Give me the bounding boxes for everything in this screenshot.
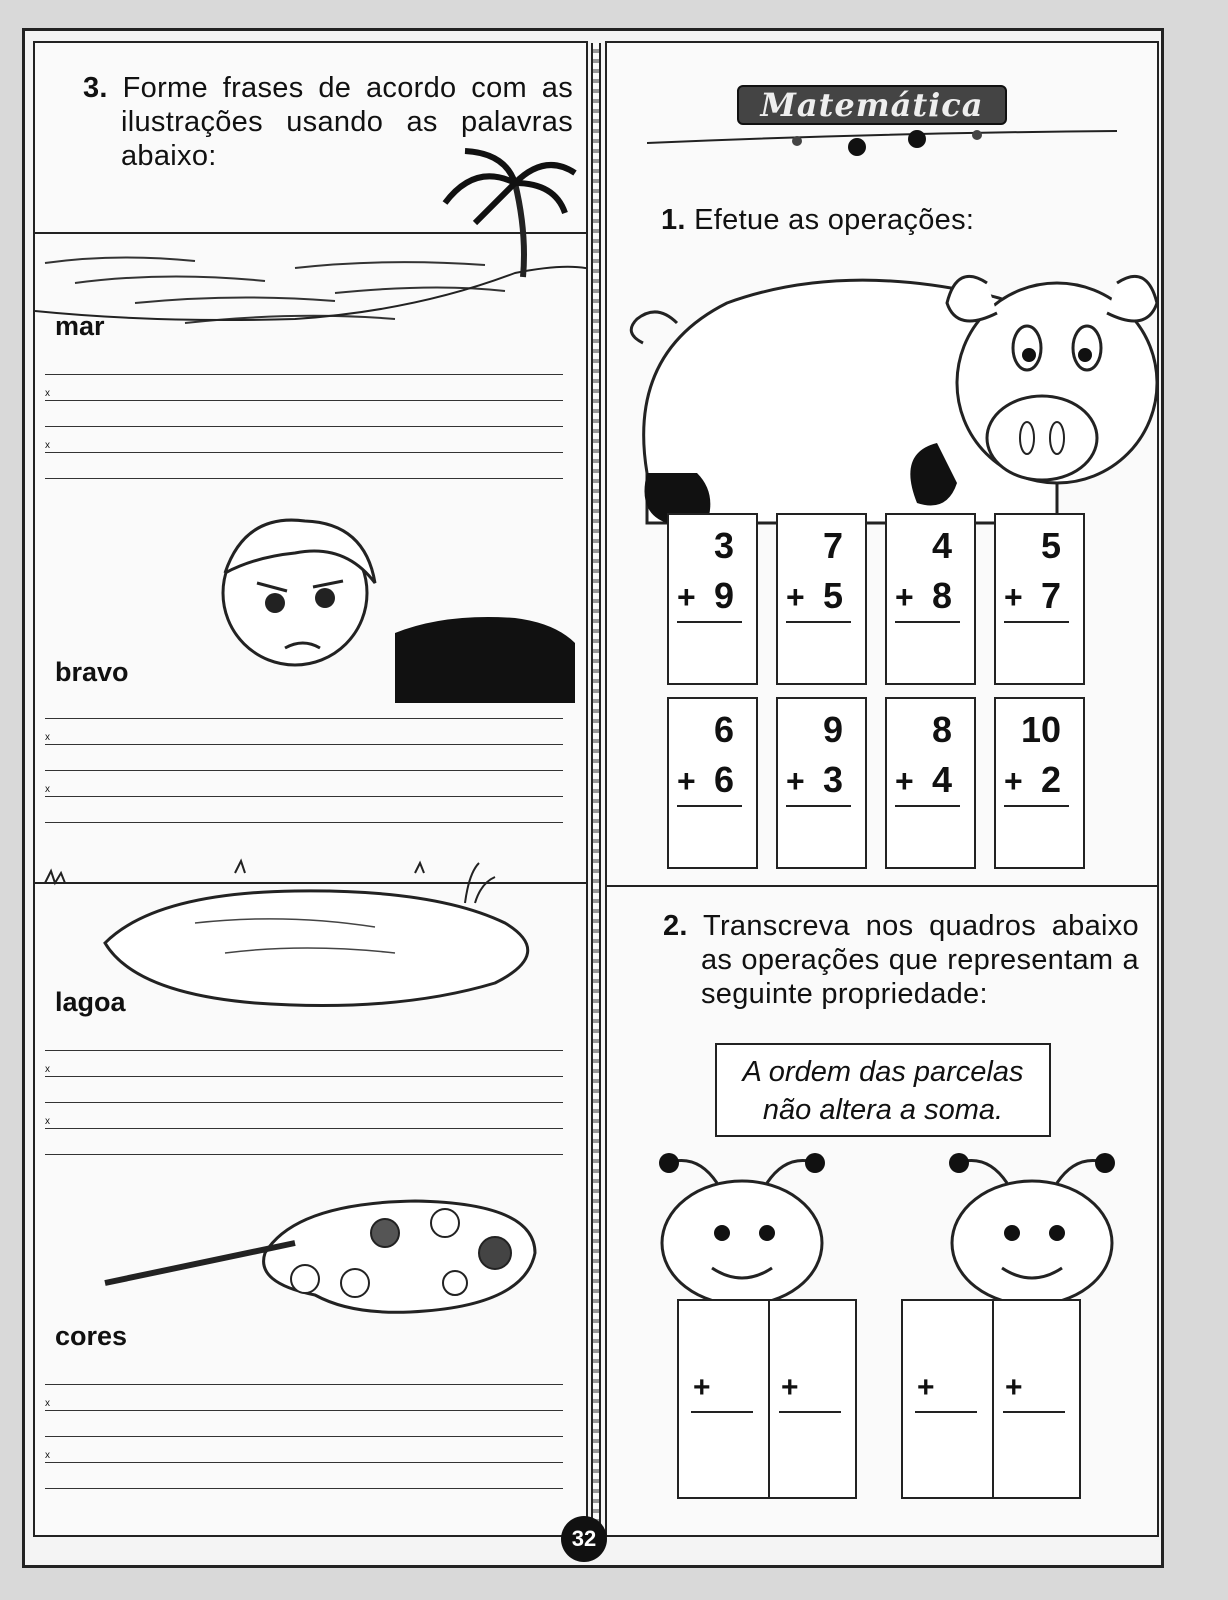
line-marker: x: [45, 1064, 50, 1075]
question-1-text: Efetue as operações:: [694, 204, 975, 236]
operation-card[interactable]: [667, 513, 758, 685]
operation-card[interactable]: [667, 697, 758, 869]
question-2-number: 2.: [663, 910, 688, 942]
addend-top: 8: [931, 709, 952, 750]
operation-card[interactable]: [994, 513, 1085, 685]
plus-sign: +: [1004, 763, 1023, 799]
beach-illustration: [35, 143, 588, 343]
addend-top: 3: [713, 525, 734, 566]
operation-card[interactable]: [776, 513, 867, 685]
plus-sign: +: [781, 1371, 799, 1404]
column-divider: [591, 43, 601, 1535]
line-marker: x: [45, 1116, 50, 1127]
question-3-number: 3.: [83, 72, 108, 104]
addend-top: 7: [822, 525, 843, 566]
writing-lines-mar[interactable]: [45, 349, 563, 479]
plus-sign: +: [895, 763, 914, 799]
addend-bottom: 5: [822, 575, 843, 616]
line-marker: x: [45, 388, 50, 399]
operation-card[interactable]: [885, 513, 976, 685]
line-marker: x: [45, 1398, 50, 1409]
operation-card[interactable]: [885, 697, 976, 869]
plus-sign: +: [677, 763, 696, 799]
plus-sign: +: [786, 763, 805, 799]
line-marker: x: [45, 732, 50, 743]
addend-top: 6: [713, 709, 734, 750]
word-bravo: bravo: [55, 657, 129, 687]
line-marker: x: [45, 784, 50, 795]
plus-sign: +: [786, 579, 805, 615]
addend-top: 4: [931, 525, 952, 566]
left-column: [33, 41, 588, 1537]
angry-boy-illustration: [185, 503, 588, 703]
writing-lines-cores[interactable]: [45, 1359, 563, 1489]
operation-card[interactable]: [776, 697, 867, 869]
line-marker: x: [45, 1450, 50, 1461]
question-1-number: 1.: [661, 204, 686, 236]
bees-illustration: [617, 1143, 1147, 1303]
answer-box-left[interactable]: [677, 1299, 857, 1499]
property-quote-box: [715, 1043, 1051, 1137]
addend-bottom: 8: [931, 575, 952, 616]
word-mar: mar: [55, 311, 105, 341]
plus-sign: +: [693, 1371, 711, 1404]
question-2-instruction: [663, 909, 1139, 1011]
plus-sign: +: [895, 579, 914, 615]
matematica-logo: Matemática: [737, 85, 1007, 125]
question-3-text: Forme frases de acordo com as ilustrações usando as palavras abaixo:: [121, 72, 574, 172]
page-number: 32: [561, 1516, 607, 1562]
addend-bottom: 6: [713, 759, 734, 800]
plus-sign: +: [1004, 579, 1023, 615]
question-2-text: Transcreva nos quadros abaixo as operações que representam a seguinte propriedade:: [701, 910, 1139, 1010]
plus-sign: +: [677, 579, 696, 615]
addend-bottom: 3: [822, 759, 843, 800]
quote-line-2: não altera a soma.: [762, 1094, 1004, 1126]
addend-top: 5: [1040, 525, 1061, 566]
addend-bottom: 4: [931, 759, 952, 800]
paint-palette-illustration: [95, 1183, 555, 1333]
addend-top: 9: [822, 709, 843, 750]
word-cores: cores: [55, 1321, 128, 1351]
addend-bottom: 2: [1040, 759, 1061, 800]
plus-sign: +: [1005, 1371, 1023, 1404]
writing-lines-bravo[interactable]: [45, 693, 563, 823]
writing-lines-lagoa[interactable]: [45, 1025, 563, 1155]
question-1-instruction: [661, 203, 974, 237]
operation-card[interactable]: [994, 697, 1085, 869]
addend-bottom: 9: [713, 575, 734, 616]
word-lagoa: lagoa: [55, 987, 126, 1017]
logo-decoration: [647, 123, 1117, 163]
quote-line-1: A ordem das parcelas: [742, 1056, 1024, 1088]
worksheet-page: [22, 28, 1164, 1568]
right-column: [605, 41, 1159, 1537]
section-separator: [607, 885, 1157, 887]
addend-bottom: 7: [1040, 575, 1061, 616]
plus-sign: +: [917, 1371, 935, 1404]
pig-illustration: [617, 233, 1157, 533]
addend-top: 10: [1020, 709, 1061, 750]
answer-box-right[interactable]: [901, 1299, 1081, 1499]
line-marker: x: [45, 440, 50, 451]
